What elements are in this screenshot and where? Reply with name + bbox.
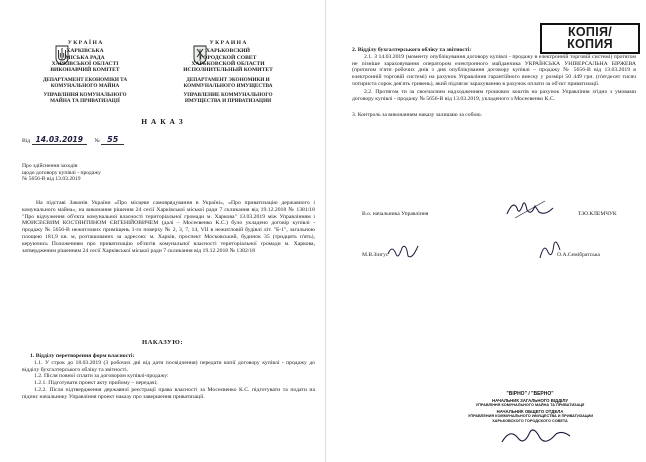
header-rus-line: ХАРЬКОВСКИЙ [206, 48, 250, 55]
signatory-name: Т.Ю.КЛЕМЧУК [578, 211, 617, 217]
approver-1-signature-icon [386, 240, 426, 262]
office-rus [158, 92, 298, 104]
number-value: 55 [101, 135, 124, 145]
order-date-line [22, 137, 222, 145]
order-item: 1.2.2. Після підтвердження державної реєстрації права власності за Мосеєвенко К.С. підготувати та подати на підпис начальнику Управління проект наказу про завершення приватизації. [22, 386, 315, 400]
header-ukr-line: ВИКОНАВЧИЙ КОМІТЕТ [50, 67, 120, 74]
order-item: 2. Відділу бухгалтерського обліку та звітності: [352, 47, 472, 53]
order-item: 2.1. З 14.03.2019 (моменту опублікування договору купівлі - продажу в електронній торговій системі) протягом не пізніше зараховування оператором електронного майданчика УКРАЇНСЬКА УНІВЕРСАЛЬНА БІРЖЕВА (протягом п'яти робочих днів з дня опублікування договору купівлі – продажу № 5656-В від 13.03.2019 в електронній торговій системі) на рахунок Управління гарантійного внеску у розмірі 50 449 грн. (п'ятдесят тисяч чотириста сорок дев'ять гривень), який підлягає зарахуванню в рахунок оплати за об'єкт приватизації. [352, 53, 636, 87]
header-ukr-line: ХАРКІВСЬКОЇ ОБЛАСТІ [51, 60, 119, 67]
header-ukr [20, 40, 150, 73]
copy-stamp-line: КОПІЯ/ [567, 25, 613, 39]
office-ukr-line: УПРАВЛІННЯ КОМУНАЛЬНОГО [43, 92, 127, 98]
subject-line: Про здійснення заходів [22, 163, 78, 169]
copy-stamp-line: КОПИЯ [567, 37, 613, 51]
stamp-line: ХАРЬКОВСКОГО ГОРОДСКОГО СОВЕТА [492, 419, 568, 424]
subject-line: № 5656-В від 13.03.2019 [22, 176, 81, 183]
order-item: 1. Відділу перетворення форм власності: [30, 353, 135, 359]
order-items-right [352, 47, 636, 119]
stamp-line: НАЧАЛЬНИК ОБЩЕГО ОТДЕЛА [496, 408, 564, 414]
order-title: Н А К А З [141, 117, 184, 126]
order-item: 1.2. Після повної сплати за договором купівлі-продажу: [34, 373, 169, 380]
order-item: 1.2.1. Підготувати проект акту прийому – передачі; [34, 380, 158, 387]
header-rus-line: ХАРЬКОВСКОЙ ОБЛАСТИ [191, 60, 265, 67]
stamp-line: УПРАВЛЕНИЯ КОММУНАЛЬНОГО ИМУЩЕСТВА И ПРИВАТИЗАЦИИ [468, 413, 594, 418]
date-prefix: Від [22, 138, 31, 144]
approver-2-signature-icon [536, 236, 564, 262]
office-ukr-line: МАЙНА ТА ПРИВАТИЗАЦІЇ [50, 98, 120, 104]
approver-1: М.В.Зінгус [362, 252, 389, 258]
date-value: 14.03.2019 [32, 135, 87, 145]
header-rus-line: У К Р А И Н А [209, 40, 247, 46]
subject-line: щодо договору купівлі - продажу [22, 169, 101, 176]
header-rus [158, 40, 298, 73]
dept-rus [158, 77, 298, 89]
header-ukr-line: МІСЬКА РАДА [65, 54, 105, 61]
dept-rus-line: КОММУНАЛЬНОГО ИМУЩЕСТВА [183, 83, 273, 89]
order-item: 1.1. У строк до 18.03.2019 (3 робочих дні від дати посвідчення) передати копії договору купівлі - продажу до відділу бухгалтерського обліку та звітності. [22, 359, 315, 373]
stamp-line: УПРАВЛІННЯ КОМУНАЛЬНОГО МАЙНА ТА ПРИВАТИЗАЦІЇ [475, 403, 585, 408]
number-prefix: № [94, 138, 100, 144]
office-rus-line: ИМУЩЕСТВА И ПРИВАТИЗАЦИИ [184, 98, 272, 104]
stamp-line: "ВІРНО" / "ВЕРНО" [506, 391, 554, 397]
dept-ukr [20, 77, 150, 89]
stamp-line: НАЧАЛЬНИК ЗАГАЛЬНОГО ВІДДІЛУ [491, 398, 569, 404]
order-item: 3. Контроль за виконанням наказу залишаю за собою. [352, 112, 483, 119]
header-ukr-line: У К Р А Ї Н А [67, 40, 103, 46]
signature-icon [505, 198, 555, 220]
office-ukr [20, 92, 150, 104]
dept-rus-line: ДЕПАРТАМЕНТ ЭКОНОМИКИ И [186, 77, 270, 83]
approver-2: О.А.Семібратська [557, 252, 600, 258]
dept-ukr-line: КОМУНАЛЬНОГО МАЙНА [50, 83, 120, 89]
dept-ukr-line: ДЕПАРТАМЕНТ ЕКОНОМІКИ ТА [42, 77, 128, 83]
header-ukr-line: ХАРКІВСЬКА [66, 48, 104, 55]
order-item: 2.2. Протягом ти за своєчасним надходженням грошових коштів на рахунок Управління згідно з умовами договору купівлі - продажу № 5656-В від 13.03.2019, укладеного з Мосеєвенко К.С. [352, 88, 636, 102]
header-rus-line: ИСПОЛНИТЕЛЬНЫЙ КОМИТЕТ [183, 67, 273, 74]
office-rus-line: УПРАВЛЕНИЕ КОММУНАЛЬНОГО [183, 92, 273, 98]
order-preamble: На підставі Законів України «Про місцеве самоврядування в Україні», «Про приватизацію державного і комунального майна», на виконання рішення 24 сесії Харківської міської ради 7 скликання від 19.12.2018 № 1381/18 "Про відчуження об'єкта комунальної власності територіальної громади м. Харкова" 13.03.2019 між Управлінням і МОИСЕЄВИМ КОСТЯНТИНОМ ЄВГЕНІЙОВИЧЕМ (далі – Мосеєвенко К.С.) було укладено договір купівлі - продажу № 5656-В нежитлових приміщень 1-го поверху № 2, 3, 7, 14, VII в нежитловій будівлі літ. "Б-1", загальною площею 181,9 кв. м, розташованих за адресою: м. Харків, проспект Московський, будинок 35 (тридцять п'ять), керуючись Положенням про приватизацію об'єктів комунальної власності територіальної громади м. Харкова, затвердженим рішенням 24 сесії Харківської міської ради 7 скликання від 19.12.2018 № 1382/18 [22, 200, 315, 254]
order-directive-heading: НАКАЗУЮ: [141, 339, 184, 346]
order-items-left [22, 353, 315, 401]
signatory-title: В.о. начальника Управління [362, 211, 429, 217]
order-subject [22, 163, 202, 183]
stamp-signature-icon [500, 424, 572, 448]
header-rus-line: ГОРОДСКОЙ СОВЕТ [199, 54, 257, 61]
